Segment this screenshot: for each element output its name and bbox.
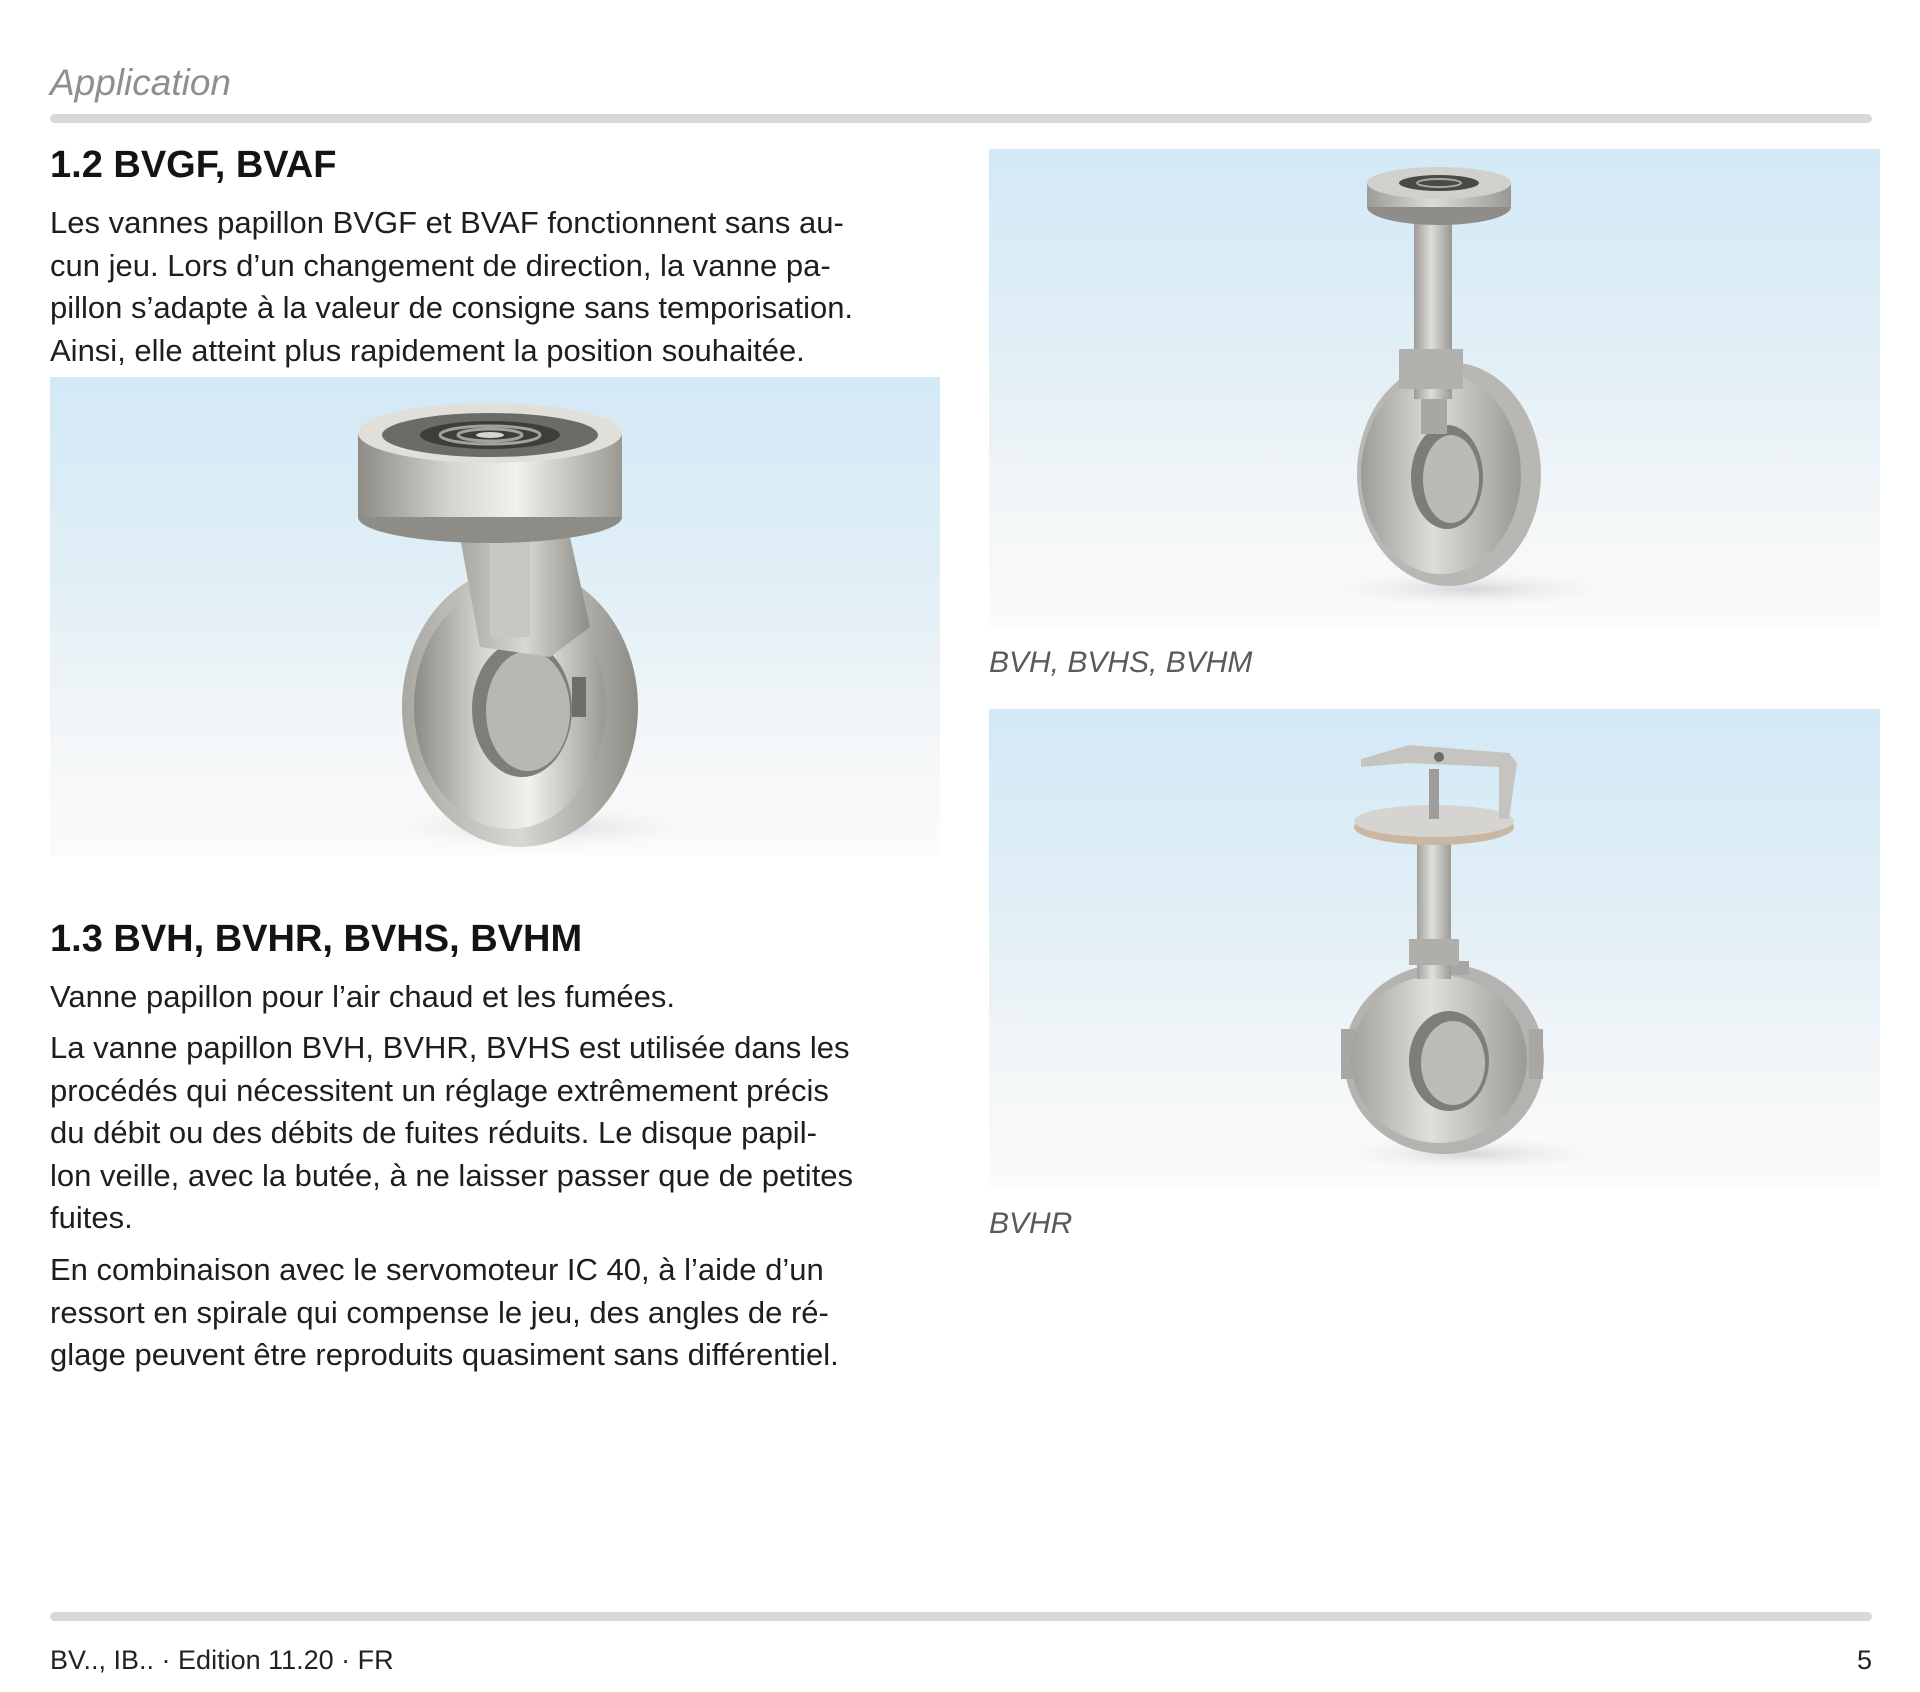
section-1-2-heading: 1.2 BVGF, BVAF bbox=[50, 144, 337, 186]
footer-rule bbox=[50, 1612, 1872, 1621]
text-line: Ainsi, elle atteint plus rapidement la position souhaitée. bbox=[50, 332, 805, 368]
section-1-3-heading: 1.3 BVH, BVHR, BVHS, BVHM bbox=[50, 918, 583, 960]
text-line: glage peuvent être reproduits quasiment sans différentiel. bbox=[50, 1337, 839, 1372]
header-title: Application bbox=[50, 62, 232, 103]
figure-caption-2: BVHR bbox=[989, 1207, 1073, 1240]
text-line: En combinaison avec le servomoteur IC 40, à l’aide d’un bbox=[50, 1252, 824, 1287]
intro-text: Vanne papillon pour l’air chaud et les fumées. bbox=[50, 979, 675, 1014]
text-line: La vanne papillon BVH, BVHR, BVHS est utilisée dans les bbox=[50, 1030, 850, 1065]
text-line: fuites. bbox=[50, 1200, 133, 1235]
text-line: ressort en spirale qui compense le jeu, des angles de ré- bbox=[50, 1294, 829, 1330]
section-1-3-paragraph-2 bbox=[50, 1027, 940, 1240]
footer-edition: BV.., IB.. · Edition 11.20 · FR bbox=[50, 1645, 394, 1675]
header-rule bbox=[50, 114, 1872, 123]
bvh-valve-photo bbox=[989, 149, 1880, 627]
text-line: Les vannes papillon BVGF et BVAF fonctionnent sans au- bbox=[50, 205, 844, 240]
text-line: lon veille, avec la butée, à ne laisser passer que de petites bbox=[50, 1157, 854, 1193]
section-1-2 bbox=[50, 144, 940, 187]
text-line: pillon s’adapte à la valeur de consigne sans temporisation. bbox=[50, 290, 854, 325]
text-line: du débit ou des débits de fuites réduits. Le disque papil- bbox=[50, 1115, 817, 1150]
section-1-2-paragraph bbox=[50, 202, 940, 372]
section-1-3-paragraph-3 bbox=[50, 1249, 940, 1377]
bvgf-valve-photo bbox=[50, 377, 940, 855]
page-number: 5 bbox=[1856, 1645, 1872, 1675]
text-line: procédés qui nécessitent un réglage extrêmement précis bbox=[50, 1072, 829, 1108]
figure-caption-1: BVH, BVHS, BVHM bbox=[989, 646, 1253, 679]
section-1-3-intro bbox=[50, 976, 940, 1019]
bvhr-valve-photo bbox=[989, 709, 1880, 1187]
section-1-3 bbox=[50, 918, 940, 961]
text-line: cun jeu. Lors d’un changement de direction, la vanne pa- bbox=[50, 247, 831, 283]
